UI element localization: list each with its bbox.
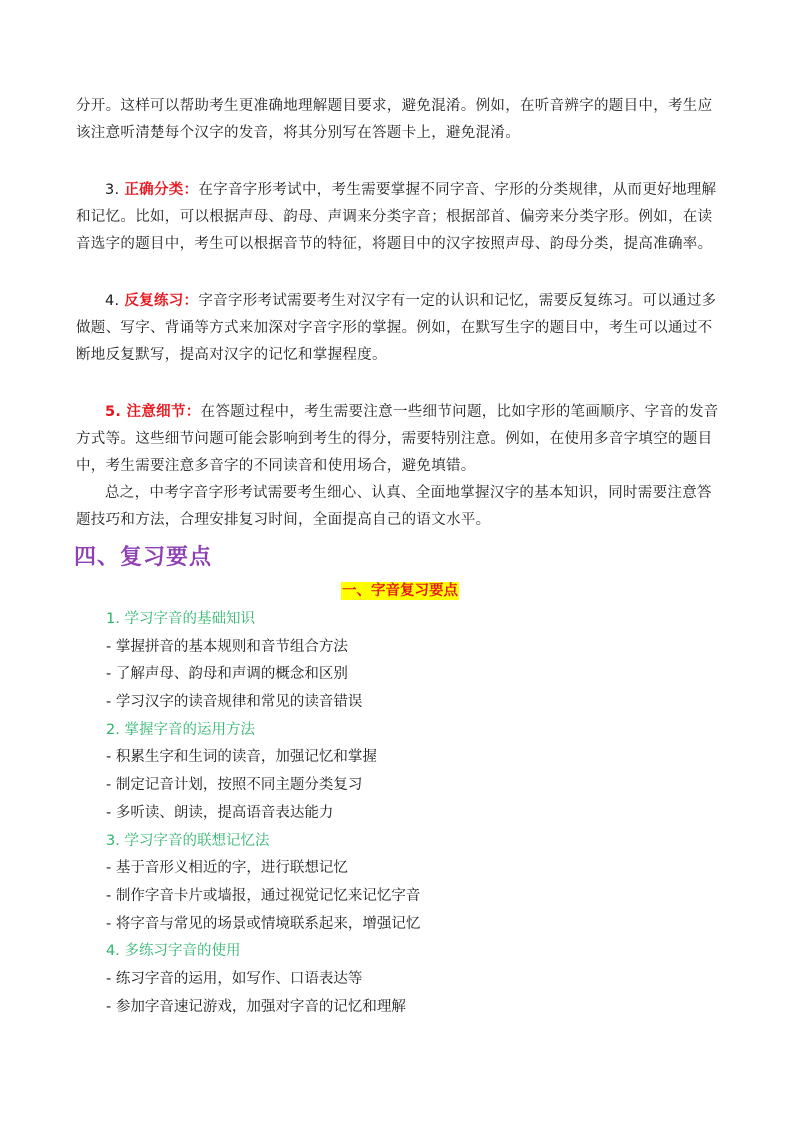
item-4-paragraph	[76, 288, 726, 369]
item-3-number: 3.	[105, 182, 125, 198]
item-3-paragraph	[76, 177, 726, 258]
item-5-paragraph	[76, 399, 726, 480]
item-5-body: 在答题过程中，考生需要注意一些细节问题，比如字形的笔画顺序、字音的发音方式等。这些细节问题可能会影响到考生的得分，需要特别注意。例如，在使用多音字填空的题目中，考生需要注意多音字的不同读音和使用场合，避免填错。	[76, 404, 719, 474]
item-3-title: 正确分类：	[124, 182, 199, 198]
item-5-title: 注意细节：	[126, 404, 201, 420]
review-outline	[106, 606, 746, 1021]
summary-text: 总之，中考字音字形考试需要考生细心、认真、全面地掌握汉字的基本知识，同时需要注意答题技巧和方法，合理安排复习时间，全面提高自己的语文水平。	[76, 485, 712, 528]
outline-point: - 掌握拼音的基本规则和音节组合方法	[106, 638, 348, 655]
outline-heading: 2. 掌握字音的运用方法	[106, 721, 255, 738]
outline-point: - 制作字音卡片或墙报，通过视觉记忆来记忆字音	[106, 887, 421, 904]
outline-point: - 参加字音速记游戏，加强对字音的记忆和理解	[106, 998, 406, 1015]
outline-point: - 基于音形义相近的字，进行联想记忆	[106, 860, 348, 877]
item-3-body: 在字音字形考试中，考生需要掌握不同字音、字形的分类规律，从而更好地理解和记忆。比如，可以根据声母、韵母、声调来分类字音；根据部首、偏旁来分类字形。例如，在读音选字的题目中，考生可以根据音节的特征，将题目中的汉字按照声母、韵母分类，提高准确率。	[76, 182, 717, 252]
subsection-title-wrap	[0, 580, 800, 600]
outline-point: - 制定记音计划，按照不同主题分类复习	[106, 777, 363, 794]
outline-point: - 多听读、朗读，提高语音表达能力	[106, 804, 334, 821]
section-title: 四、复习要点	[74, 545, 213, 570]
item-4-title: 反复练习：	[124, 293, 199, 309]
outline-point: - 学习汉字的读音规律和常见的读音错误	[106, 694, 363, 711]
outline-point: - 将字音与常见的场景或情境联系起来，增强记忆	[106, 915, 421, 932]
outline-point: - 积累生字和生词的读音，加强记忆和掌握	[106, 749, 377, 766]
item-4-number: 4.	[105, 293, 125, 309]
outline-heading: 1. 学习字音的基础知识	[106, 611, 255, 627]
outline-point: - 练习字音的运用，如写作、口语表达等	[106, 970, 363, 987]
item-4-body: 字音字形考试需要考生对汉字有一定的认识和记忆，需要反复练习。可以通过多做题、写字、背诵等方式来加深对字音字形的掌握。例如，在默写生字的题目中，考生可以通过不断地反复默写，提高对汉字的记忆和掌握程度。	[76, 293, 717, 363]
outline-point: - 了解声母、韵母和声调的概念和区别	[106, 666, 348, 683]
outline-heading: 3. 学习字音的联想记忆法	[106, 832, 270, 849]
continued-paragraph	[76, 93, 726, 147]
summary-paragraph	[76, 480, 726, 534]
subsection-title: 一、字音复习要点	[342, 583, 458, 599]
outline-heading: 4. 多练习字音的使用	[106, 943, 241, 960]
continued-paragraph-text: 分开。这样可以帮助考生更准确地理解题目要求，避免混淆。例如，在听音辨字的题目中，考生应该注意听清楚每个汉字的发音，将其分别写在答题卡上，避免混淆。	[76, 98, 713, 141]
item-5-number: 5.	[105, 404, 127, 420]
